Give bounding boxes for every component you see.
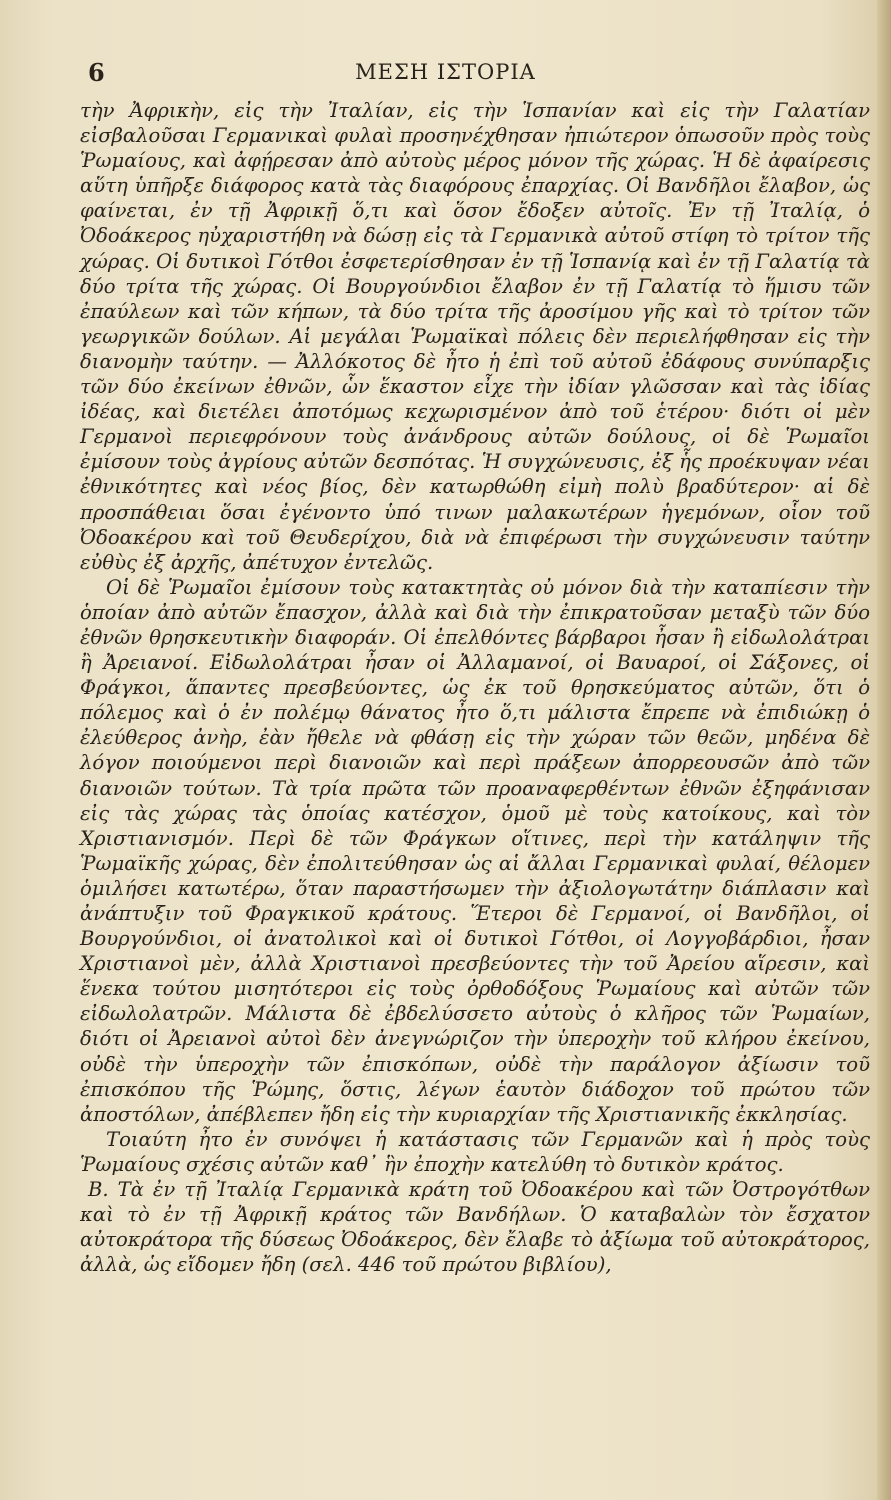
paragraph-1: τὴν Ἀφρικὴν, εἰς τὴν Ἰταλίαν, εἰς τὴν Ἱσπανίαν καὶ εἰς τὴν Γαλατίαν εἰσβαλοῦσαι Γερμανικαὶ φυλαὶ προσηνέχθησαν ἠπιώτερον ὁπωσοῦν πρὸς τοὺς Ῥωμαίους, καὶ ἀφῄρεσαν ἀπὸ αὐτοὺς μέρος μόνον τῆς χώρας. Ἡ δὲ ἀφαίρεσις αὕτη ὑπῆρξε διάφορος κατὰ τὰς διαφόρους ἐπαρχίας. Οἱ Βανδῆλοι ἔλαβον, ὡς φαίνεται, ἐν τῇ Ἀφρικῇ ὅ,τι καὶ ὅσον ἔδοξεν αὐτοῖς. Ἐν τῇ Ἰταλίᾳ, ὁ Ὀδοάκερος ηὐχαριστήθη νὰ δώσῃ εἰς τὰ Γερμανικὰ αὐτοῦ στίφη τὸ τρίτον τῆς χώρας. Οἱ δυτικοὶ Γότθοι ἐσφετερίσθησαν ἐν τῇ Ἱσπανίᾳ καὶ ἐν τῇ Γαλατίᾳ τὰ δύο τρίτα τῆς χώρας. Οἱ Βουργούνδιοι ἔλαβον ἐν τῇ Γαλατίᾳ τὸ ἥμισυ τῶν ἐπαύλεων καὶ τῶν κήπων, τὰ δύο τρίτα τῆς ἀροσίμου γῆς καὶ τὸ τρίτον τῶν γεωργικῶν δούλων. Αἱ μεγάλαι Ῥωμαϊκαὶ πόλεις δὲν περιελήφθησαν εἰς τὴν διανομὴν ταύτην. — Ἀλλόκοτος δὲ ἦτο ἡ ἐπὶ τοῦ αὐτοῦ ἐδάφους συνύπαρξις τῶν δύο ἐκείνων ἐθνῶν, ὧν ἕκαστον εἶχε τὴν ἰδίαν γλῶσσαν καὶ τὰς ἰδίας ἰδέας, καὶ διετέλει ἀποτόμως κεχωρισμένον ἀπὸ τοῦ ἑτέρου· διότι οἱ μὲν Γερμανοὶ περιεφρόνουν τοὺς ἀνάνδρους αὐτῶν δούλους, οἱ δὲ Ῥωμαῖοι ἐμίσουν τοὺς ἀγρίους αὐτῶν δεσπότας. Ἡ συγχώνευσις, ἐξ ἧς προέκυψαν νέαι ἐθνικότητες καὶ νέος βίος, δὲν κατωρθώθη εἰμὴ πολὺ βραδύτερον· αἱ δὲ προσπάθειαι ὅσαι ἐγένοντο ὑπό τινων μαλακωτέρων ἡγεμόνων, οἷον τοῦ Ὀδοακέρου καὶ τοῦ Θευδερίχου, διὰ νὰ ἐπιφέρωσι τὴν συγχώνευσιν ταύτην εὐθὺς ἐξ ἀρχῆς, ἀπέτυχον ἐντελῶς. xyxy=(80,99,870,574)
paragraph-2: Οἱ δὲ Ῥωμαῖοι ἐμίσουν τοὺς κατακτητὰς οὐ μόνον διὰ τὴν καταπίεσιν τὴν ὁποίαν ἀπὸ αὐτῶν ἔπασχον, ἀλλὰ καὶ διὰ τὴν ἐπικρατοῦσαν μεταξὺ τῶν δύο ἐθνῶν θρησκευτικὴν διαφοράν. Οἱ ἐπελθόντες βάρβαροι ἦσαν ἢ εἰδωλολάτραι ἢ Ἀρειανοί. Εἰδωλολάτραι ἦσαν οἱ Ἀλλαμανοί, οἱ Βαυαροί, οἱ Σάξονες, οἱ Φράγκοι, ἅπαντες πρεσβεύοντες, ὡς ἐκ τοῦ θρησκεύματος αὐτῶν, ὅτι ὁ πόλεμος καὶ ὁ ἐν πολέμῳ θάνατος ἦτο ὅ,τι μάλιστα ἔπρεπε νὰ ἐπιδιώκῃ ὁ ἐλεύθερος ἀνὴρ, ἐὰν ἤθελε νὰ φθάσῃ εἰς τὴν χώραν τῶν θεῶν, μηδένα δὲ λόγον ποιούμενοι περὶ διανοιῶν καὶ περὶ πράξεων ἀπορρεουσῶν ἀπὸ τῶν διανοιῶν τούτων. Τὰ τρία πρῶτα τῶν προαναφερθέντων ἐθνῶν ἐξηφάνισαν εἰς τὰς χώρας τὰς ὁποίας κατέσχον, ὁμοῦ μὲ τοὺς κατοίκους, καὶ τὸν Χριστιανισμόν. Περὶ δὲ τῶν Φράγκων οἵτινες, περὶ τὴν κατάληψιν τῆς Ῥωμαϊκῆς χώρας, δὲν ἐπολιτεύθησαν ὡς αἱ ἄλλαι Γερμανικαὶ φυλαί, θέλομεν ὁμιλήσει κατωτέρω, ὅταν παραστήσωμεν τὴν ἀξιολογωτάτην διάπλασιν καὶ ἀνάπτυξιν τοῦ Φραγκικοῦ κράτους. Ἕτεροι δὲ Γερμανοί, οἱ Βανδῆλοι, οἱ Βουργούνδιοι, οἱ ἀνατολικοὶ καὶ οἱ δυτικοὶ Γότθοι, οἱ Λογγοβάρδιοι, ἦσαν Χριστιανοὶ μὲν, ἀλλὰ Χριστιανοὶ πρεσβεύοντες τὴν τοῦ Ἀρείου αἵρεσιν, καὶ ἕνεκα τούτου μισητότεροι εἰς τοὺς ὀρθοδόξους Ῥωμαίους καὶ αὐτῶν τῶν εἰδωλολατρῶν. Μάλιστα δὲ ἐβδελύσσετο αὐτοὺς ὁ κλῆρος τῶν Ῥωμαίων, διότι οἱ Ἀρειανοὶ αὐτοὶ δὲν ἀνεγνώριζον τὴν ὑπεροχὴν τοῦ κλήρου ἐκείνου, οὐδὲ τὴν ὑπεροχὴν τῶν ἐπισκόπων, οὐδὲ τὴν παράλογον ἀξίωσιν τοῦ ἐπισκόπου τῆς Ῥώμης, ὅστις, λέγων ἑαυτὸν διάδοχον τοῦ πρώτου τῶν ἀποστόλων, ἀπέβλεπεν ἤδη εἰς τὴν κυριαρχίαν τῆς Χριστιανικῆς ἐκκλησίας. xyxy=(80,575,870,1126)
page-number: 6 xyxy=(88,58,105,87)
page-edge xyxy=(877,0,891,1500)
paragraph-3: Τοιαύτη ἦτο ἐν συνόψει ἡ κατάστασις τῶν Γερμανῶν καὶ ἡ πρὸς τοὺς Ῥωμαίους σχέσις αὐτῶν καθ᾽ ἣν ἐποχὴν κατελύθη τὸ δυτικὸν κράτος. xyxy=(80,1127,870,1176)
running-title: ΜΕΣΗ ΙΣΤΟΡΙΑ xyxy=(355,60,536,84)
body-text xyxy=(80,98,870,1277)
section-b-paragraph: Β. Τὰ ἐν τῇ Ἰταλίᾳ Γερμανικὰ κράτη τοῦ Ὀδοακέρου καὶ τῶν Ὀστρογότθων καὶ τὸ ἐν τῇ Ἀφρικῇ κράτος τῶν Βανδήλων. Ὁ καταβαλὼν τὸν ἔσχατον αὐτοκράτορα τῆς δύσεως Ὀδοάκερος, δὲν ἔλαβε τὸ ἀξίωμα τοῦ αὐτοκράτορος, ἀλλὰ, ὡς εἴδομεν ἤδη (σελ. 446 τοῦ πρώτου βιβλίου), xyxy=(80,1178,870,1277)
page-header xyxy=(0,58,891,88)
